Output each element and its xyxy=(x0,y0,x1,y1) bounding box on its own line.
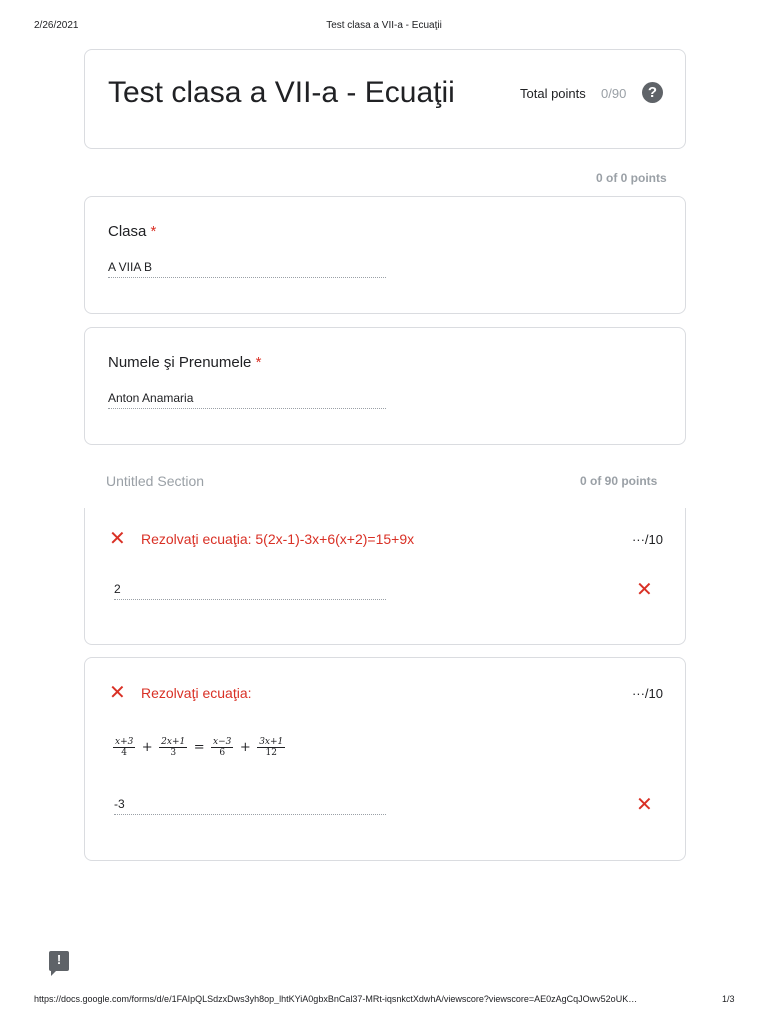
name-label-text: Numele şi Prenumele xyxy=(108,354,252,371)
operator: + xyxy=(141,740,153,755)
print-title: Test clasa a VII-a - Ecuaţii xyxy=(326,20,442,31)
incorrect-answer-x-icon: ✕ xyxy=(636,579,653,601)
name-label xyxy=(108,354,261,371)
print-header xyxy=(0,14,768,34)
form-title-card xyxy=(84,49,686,149)
required-asterisk: * xyxy=(255,354,262,371)
required-asterisk: * xyxy=(150,223,157,240)
fraction: $\frac{2x+1}{3}$ xyxy=(161,737,186,758)
question-card-1 xyxy=(84,508,686,645)
incorrect-x-icon: ✕ xyxy=(109,528,126,550)
question-points: ···/10 xyxy=(631,532,663,547)
incorrect-x-icon: ✕ xyxy=(109,682,126,704)
clasa-card xyxy=(84,196,686,314)
incorrect-answer-x-icon: ✕ xyxy=(636,794,653,816)
equation-image xyxy=(113,737,285,767)
operator: + xyxy=(239,740,251,755)
help-icon[interactable]: ? xyxy=(642,82,663,103)
fraction: $\frac{x-3}{6}$ xyxy=(213,737,232,758)
print-page-number: 1/3 xyxy=(722,994,735,1004)
question-text: Rezolvaţi ecuaţia: 5(2x-1)-3x+6(x+2)=15+9x xyxy=(141,531,415,547)
form-title: Test clasa a VII-a - Ecuaţii xyxy=(108,76,455,109)
clasa-field: A VIIA B xyxy=(108,260,386,278)
section-points-total: 0 of 90 points xyxy=(580,474,658,488)
fraction: $\frac{x+3}{4}$ xyxy=(115,737,134,758)
section-points: 0 of 0 points xyxy=(596,171,667,185)
question-card-2 xyxy=(84,657,686,861)
print-date: 2/26/2021 xyxy=(34,20,79,31)
name-field: Anton Anamaria xyxy=(108,391,386,409)
answer-value: -3 xyxy=(114,797,386,815)
question-text: Rezolvaţi ecuaţia: xyxy=(141,685,252,701)
name-card xyxy=(84,327,686,445)
fraction: $\frac{3x+1}{12}$ xyxy=(259,737,284,758)
clasa-label-text: Clasa xyxy=(108,223,147,240)
report-feedback-icon[interactable]: ! xyxy=(49,951,69,971)
total-points-value: 0/90 xyxy=(601,86,627,101)
operator: = xyxy=(193,740,205,755)
question-points: ···/10 xyxy=(631,686,663,701)
total-points-label: Total points xyxy=(520,86,586,101)
clasa-label xyxy=(108,223,156,240)
answer-value: 2 xyxy=(114,582,386,600)
print-url: https://docs.google.com/forms/d/e/1FAIpQLSdzxDws3yh8op_lhtKYiA0gbxBnCal37-MRt-iqsnkctXdwhA/viewscore?viewscore=AE0zAgCqJOwv52oUK… xyxy=(34,994,638,1004)
section-title: Untitled Section xyxy=(106,473,205,489)
